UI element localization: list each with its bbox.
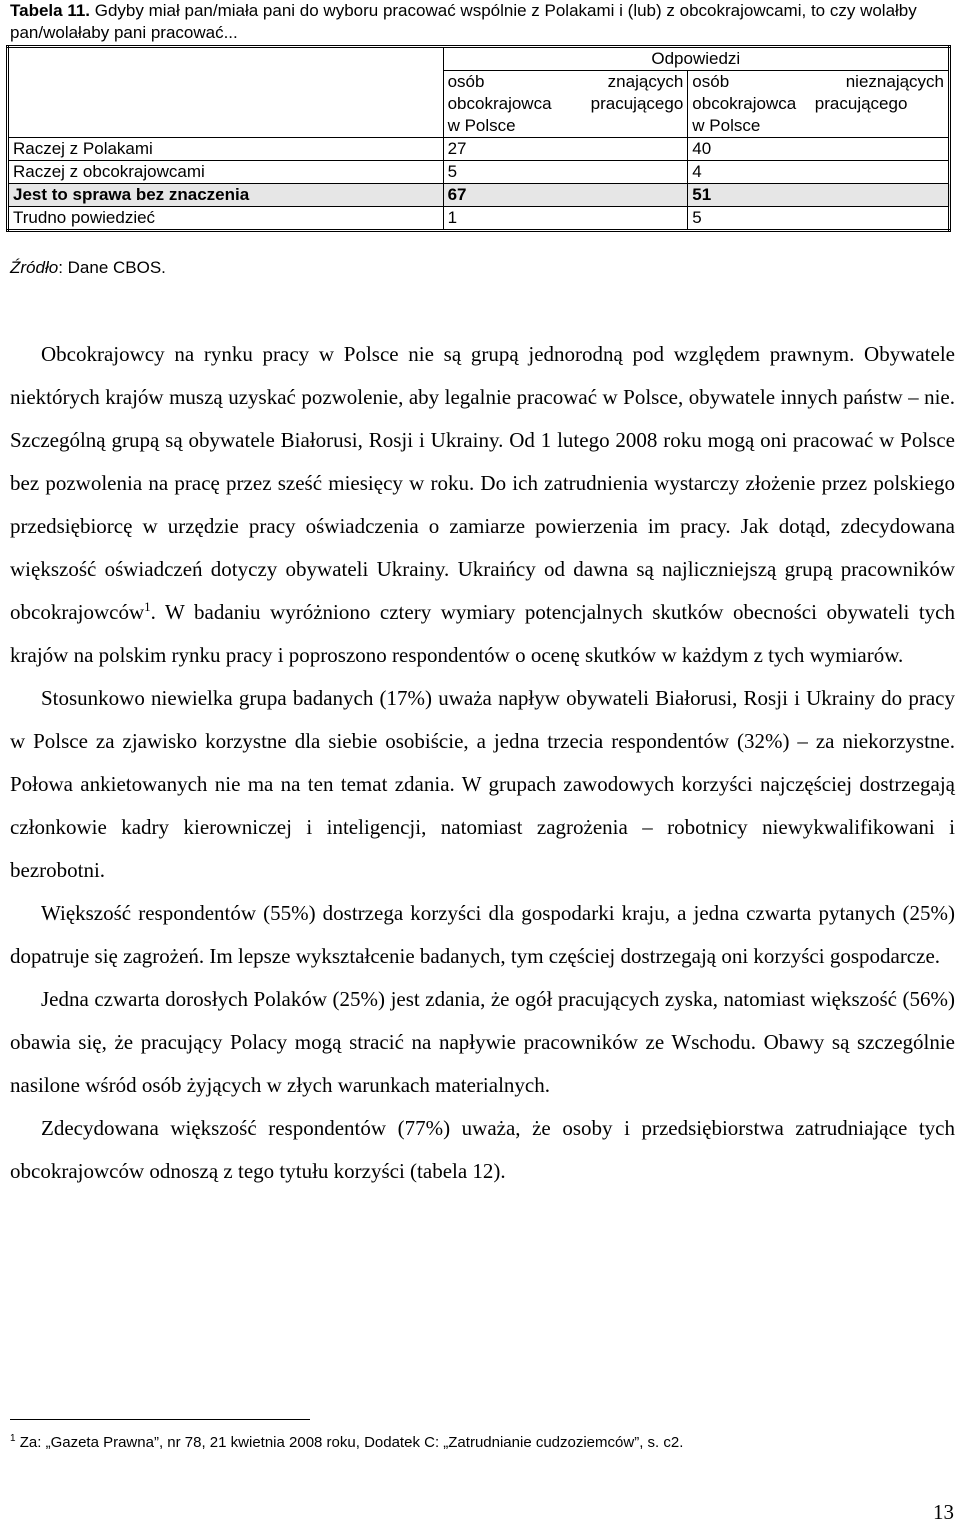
header-col-not-knowing: osób nieznających obcokrajowca pracującego w Polsce bbox=[688, 71, 950, 138]
footnote-text: Za: „Gazeta Prawna”, nr 78, 21 kwietnia 2008 roku, Dodatek C: „Zatrudnianie cudzoziemców”, s. c2. bbox=[15, 1434, 684, 1451]
table-caption-label: Tabela 11. bbox=[10, 1, 91, 20]
cell-value: 51 bbox=[688, 184, 950, 207]
header-col-knowing: osób znających obcokrajowca pracującego w Polsce bbox=[443, 71, 688, 138]
table-caption bbox=[10, 0, 958, 44]
cell-value: 5 bbox=[688, 207, 950, 231]
footnote-number: 1 bbox=[10, 1433, 16, 1444]
row-label: Jest to sprawa bez znaczenia bbox=[8, 184, 444, 207]
footnote bbox=[10, 1433, 950, 1451]
row-label: Raczej z Polakami bbox=[8, 138, 444, 161]
source-label: Źródło bbox=[10, 258, 59, 277]
cell-value: 67 bbox=[443, 184, 688, 207]
table-row bbox=[8, 161, 950, 184]
paragraph-1: Obcokrajowcy na rynku pracy w Polsce nie są grupą jednorodną pod względem prawnym. Obywatele niektórych krajów muszą uzyskać pozwolenie, aby legalnie pracować w Polsce, obywatele innych państw – nie. Szczególną grupą są obywatele Białorusi, Rosji i Ukrainy. Od 1 lutego 2008 roku mogą oni pracować w Polsce bez pozwolenia na pracę przez sześć miesięcy w roku. Do ich zatrudnienia wystarczy złożenie przez polskiego przedsiębiorcę w urzędzie pracy oświadczenia o zamiarze powierzenia im pracy. Jak dotąd, zdecydowana większość oświadczeń dotyczy obywateli Ukrainy. Ukraińcy od dawna są najliczniejszą grupą pracowników obcokrajowców$^1$. W badaniu wyróżniono cztery wymiary potencjalnych skutków obecności obywateli tych krajów na polskim rynku pracy i poproszono respondentów o ocenę skutków w każdym z tych wymiarów. bbox=[10, 342, 955, 667]
row-label: Trudno powiedzieć bbox=[8, 207, 444, 231]
header-group: Odpowiedzi bbox=[443, 47, 949, 71]
table-row bbox=[8, 138, 950, 161]
body-text bbox=[10, 333, 955, 1193]
page-number: 13 bbox=[933, 1500, 954, 1524]
paragraph-2: Stosunkowo niewielka grupa badanych (17%) uważa napływ obywateli Białorusi, Rosji i Ukrainy do pracy w Polsce za zjawisko korzystne dla siebie osobiście, a jedna trzecia respondentów (32%) – za niekorzystne. Połowa ankietowanych nie ma na ten temat zdania. W grupach zawodowych korzyści najczęściej dostrzegają członkowie kadry kierowniczej i inteligencji, natomiast zagrożenia – robotnicy niewykwalifikowani i bezrobotni. bbox=[10, 686, 955, 882]
row-label: Raczej z obcokrajowcami bbox=[8, 161, 444, 184]
footnote-divider bbox=[10, 1419, 310, 1420]
table-corner-cell bbox=[8, 47, 444, 138]
cell-value: 40 bbox=[688, 138, 950, 161]
table-row-highlighted bbox=[8, 184, 950, 207]
table-source bbox=[10, 258, 166, 278]
table-caption-text: Gdyby miał pan/miała pani do wyboru pracować wspólnie z Polakami i (lub) z obcokrajowcami, to czy wolałby pan/wolałaby pani pracować... bbox=[10, 1, 917, 42]
source-text: : Dane CBOS. bbox=[58, 258, 166, 277]
survey-table bbox=[6, 45, 951, 232]
cell-value: 27 bbox=[443, 138, 688, 161]
paragraph-4: Jedna czwarta dorosłych Polaków (25%) jest zdania, że ogół pracujących zyska, natomiast większość (56%) obawia się, że pracujący Polacy mogą stracić na napływie pracowników ze Wschodu. Obawy są szczególnie nasilone wśród osób żyjących w złych warunkach materialnych. bbox=[10, 987, 955, 1097]
cell-value: 5 bbox=[443, 161, 688, 184]
paragraph-5: Zdecydowana większość respondentów (77%) uważa, że osoby i przedsiębiorstwa zatrudniające tych obcokrajowców odnoszą z tego tytułu korzyści (tabela 12). bbox=[10, 1116, 955, 1183]
paragraph-3: Większość respondentów (55%) dostrzega korzyści dla gospodarki kraju, a jedna czwarta pytanych (25%) dopatruje się zagrożeń. Im lepsze wykształcenie badanych, tym częściej dostrzegają oni korzyści gospodarcze. bbox=[10, 901, 955, 968]
footnote-ref[interactable]: 1 bbox=[144, 599, 151, 614]
cell-value: 4 bbox=[688, 161, 950, 184]
cell-value: 1 bbox=[443, 207, 688, 231]
table-row bbox=[8, 207, 950, 231]
